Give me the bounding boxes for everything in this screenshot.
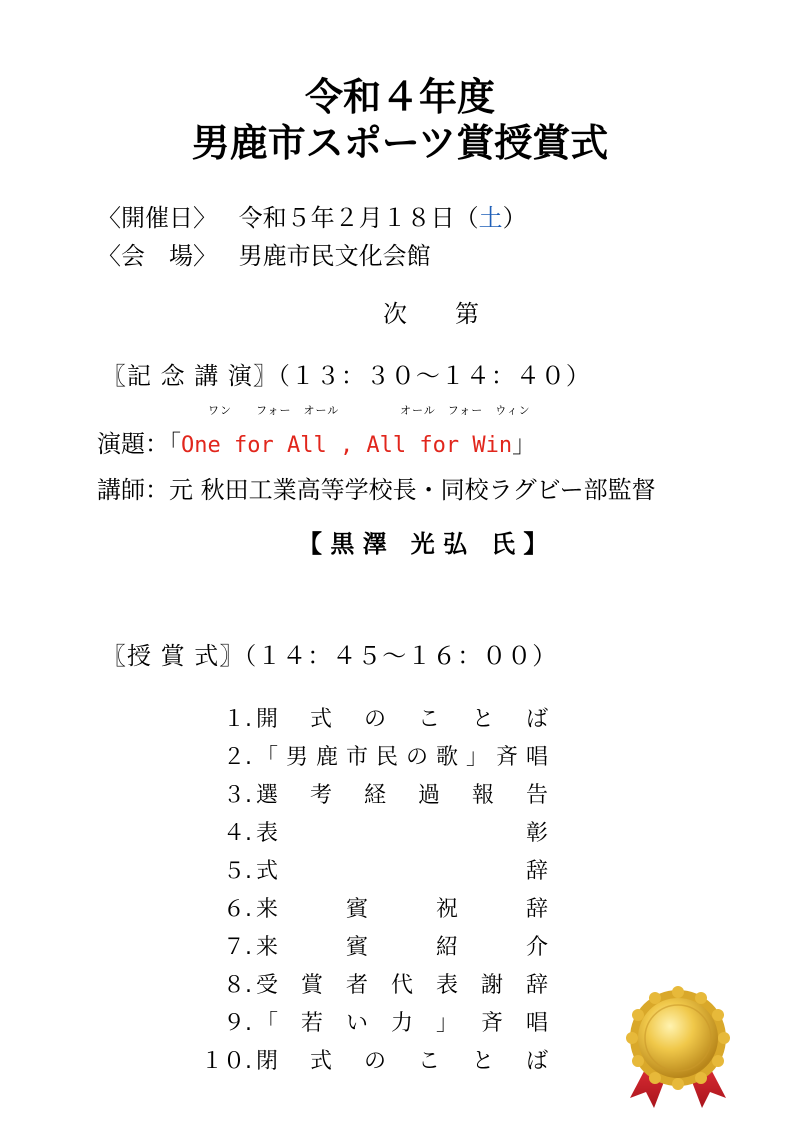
program-item: ６. 来賓祝辞: [223, 897, 548, 922]
venue-row: [97, 236, 431, 271]
program-item: ８. 受賞者代表謝辞: [223, 973, 548, 998]
title-line-1: 令和４年度: [304, 75, 495, 119]
program-item: １. 開式のことば: [223, 707, 548, 732]
ruby-all-for-win: オール フォー ウィン: [400, 404, 531, 417]
topic-close: 」: [512, 430, 537, 458]
title-line-2: 男鹿市スポーツ賞授賞式: [191, 121, 609, 165]
date-label: 〈開催日〉: [97, 204, 217, 232]
lecture-heading: 〖記 念 講 演〗（１３：３０〜１４：４０）: [102, 362, 591, 390]
venue-value: 男鹿市民文化会館: [238, 242, 431, 270]
program-item: ９. 「若い力」斉唱: [223, 1011, 548, 1036]
program-heading: 次 第: [383, 300, 479, 328]
topic-label: 演題：「: [97, 430, 181, 458]
program-item: ５. 式辞: [223, 859, 548, 884]
lecturer-name: 【 黒 澤 光 弘 氏 】: [298, 530, 548, 558]
program-list: [190, 702, 548, 1082]
program-item: ７. 来賓紹介: [223, 935, 548, 960]
program-item: ３. 選考経過報告: [223, 783, 548, 808]
program-item: ２. 「男鹿市民の歌」斉唱: [223, 745, 548, 770]
program-item: １０. 閉式のことば: [201, 1049, 548, 1074]
lecture-topic-row: [97, 424, 536, 459]
ruby-one-for-all: ワン フォー オール: [208, 404, 340, 417]
date-value: 令和５年２月１８日（土）: [238, 204, 527, 232]
venue-label: 〈会 場〉: [97, 242, 217, 270]
lecturer-line: 講師：元 秋田工業高等学校長・同校ラグビー部監督: [97, 476, 656, 504]
topic-title: One for All , All for Win: [181, 433, 513, 458]
ceremony-heading: 〖授 賞 式〗（１４：４５〜１６：００）: [102, 642, 558, 670]
event-date-row: [97, 198, 527, 233]
weekday: 土: [478, 204, 503, 232]
gold-medal-rosette-icon: [618, 986, 738, 1110]
program-item: ４. 表彰: [223, 821, 548, 846]
